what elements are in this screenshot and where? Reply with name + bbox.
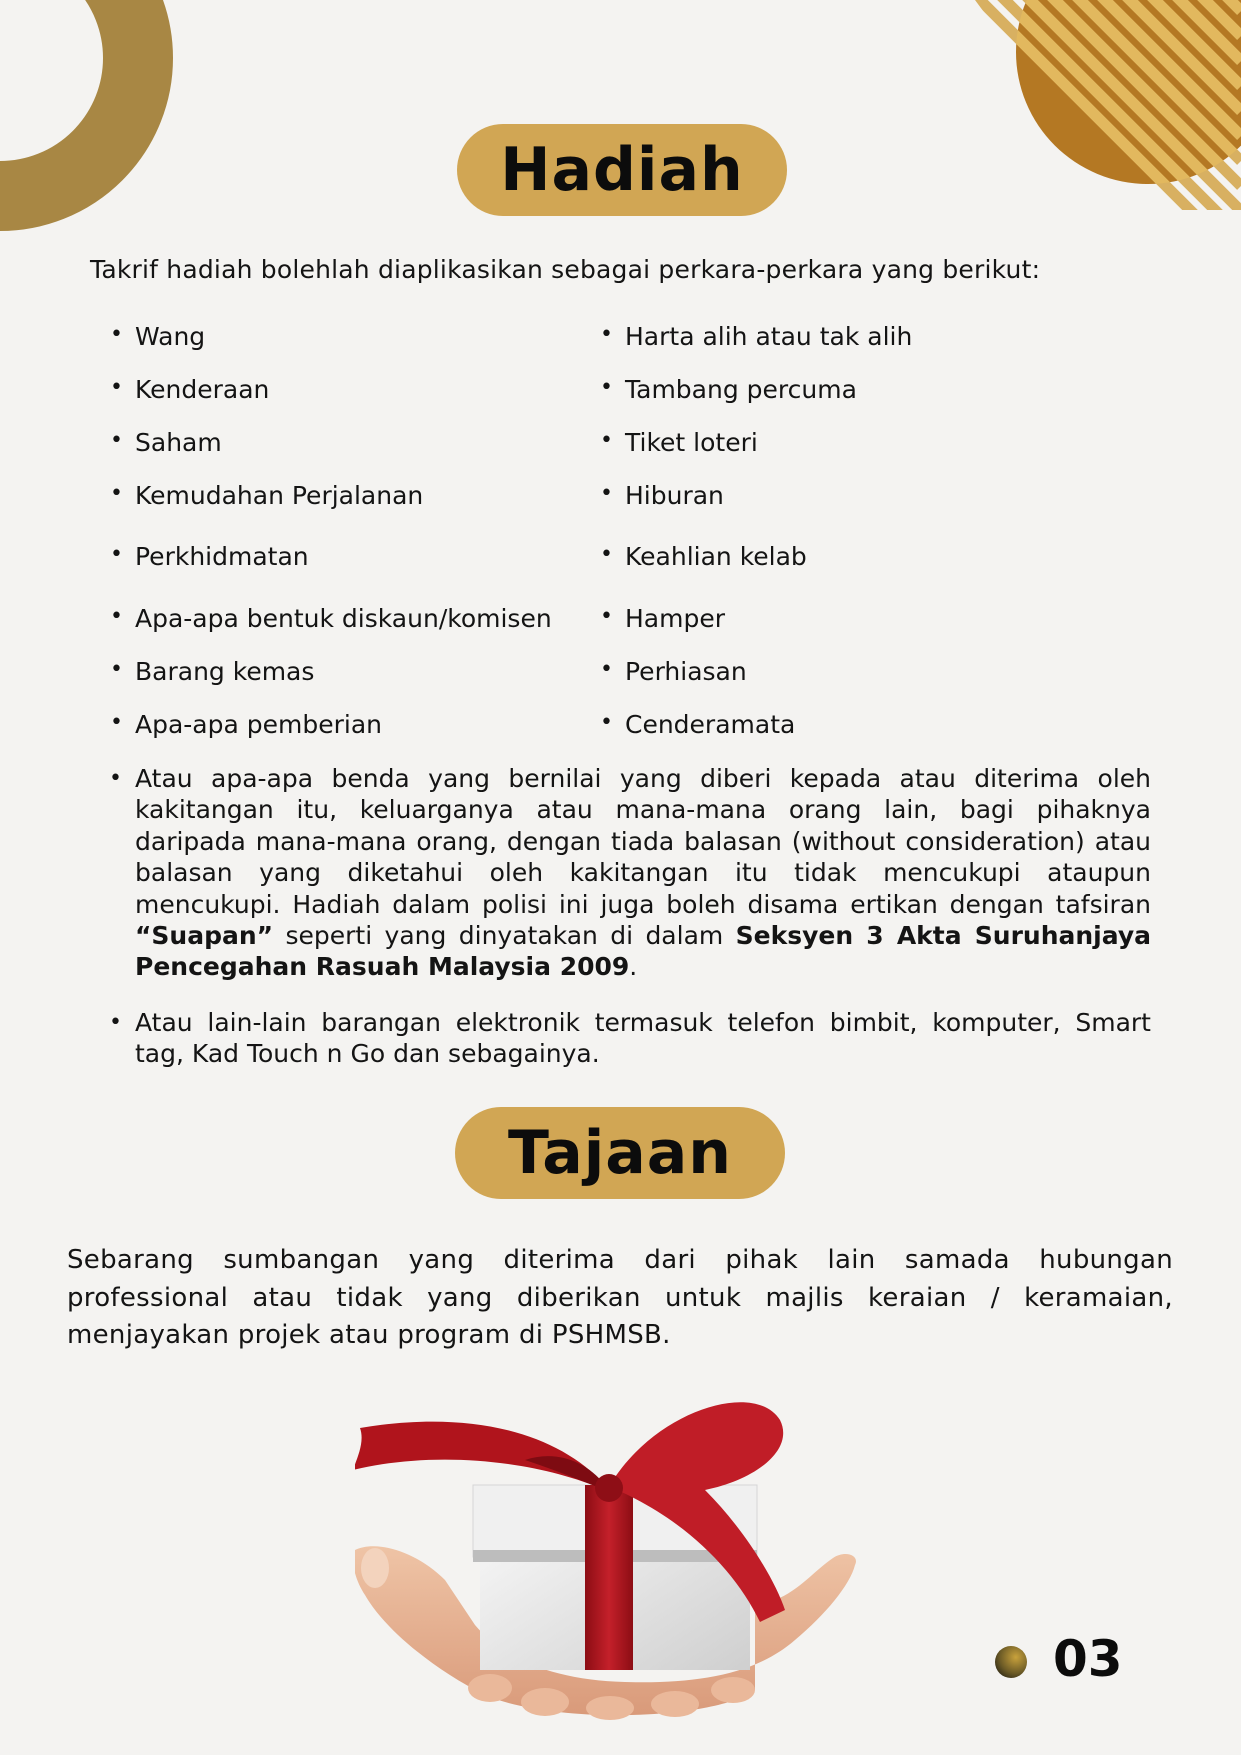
list-item — [110, 542, 309, 571]
list-item — [110, 428, 222, 457]
list-item-label: Perkhidmatan — [135, 542, 309, 571]
list-item — [110, 604, 552, 633]
list-item-label: Hamper — [625, 604, 725, 633]
decorative-ring — [0, 0, 138, 196]
bullet-icon: • — [110, 710, 123, 735]
page-number: 03 — [1053, 1630, 1123, 1688]
hadiah-intro: Takrif hadiah bolehlah diaplikasikan sebagai perkara-perkara yang berikut: — [90, 255, 1041, 284]
list-item-label: Kemudahan Perjalanan — [135, 481, 424, 510]
bullet-icon: • — [110, 322, 123, 347]
list-item-label: Barang kemas — [135, 657, 315, 686]
tajaan-heading-pill — [455, 1107, 785, 1199]
bullet-icon: • — [109, 766, 122, 791]
hadiah-heading-pill — [457, 124, 787, 216]
list-item — [110, 375, 270, 404]
list-item-label: Kenderaan — [135, 375, 270, 404]
gift-in-hands-image — [355, 1390, 875, 1720]
list-item-label: Harta alih atau tak alih — [625, 322, 913, 351]
suapan-term: “Suapan” — [135, 921, 274, 951]
list-item-label: Cenderamata — [625, 710, 796, 739]
list-item-label: Tiket loteri — [625, 428, 758, 457]
list-item — [110, 657, 315, 686]
bullet-icon: • — [600, 375, 613, 400]
bullet-icon: • — [110, 375, 123, 400]
list-item-label: Perhiasan — [625, 657, 747, 686]
bullet-icon: • — [110, 604, 123, 629]
bullet-icon: • — [600, 710, 613, 735]
list-item — [600, 657, 747, 686]
list-item-label: Saham — [135, 428, 222, 457]
list-item — [600, 710, 796, 739]
bullet-icon: • — [600, 542, 613, 567]
bullet-icon: • — [600, 604, 613, 629]
list-item — [110, 322, 206, 351]
tajaan-title: Tajaan — [508, 1118, 732, 1188]
list-item — [600, 428, 758, 457]
tajaan-paragraph: Sebarang sumbangan yang diterima dari pihak lain samada hubungan professional atau tidak yang diberikan untuk majlis keraian / keramaian, menjayakan projek atau program di PSHMSB. — [67, 1245, 1173, 1350]
hadiah-paragraph-definition: • Atau apa-apa benda yang bernilai yang diberi kepada atau diterima oleh kakitangan itu, keluarganya atau mana-mana orang lain, bagi pihaknya daripada mana-mana orang, dengan tiada balasan (without consideration) atau balasan yang diketahui oleh kakitangan itu tidak mencukupi ataupun mencukupi. Hadiah dalam polisi ini juga boleh disama ertikan dengan tafsiran “Suapan” seperti yang dinyatakan di dalam Seksyen 3 Akta Suruhanjaya Pencegahan Rasuah Malaysia 2009. — [109, 764, 1151, 982]
list-item-label: Apa-apa pemberian — [135, 710, 383, 739]
hadiah-paragraph-electronics: • Atau lain-lain barangan elektronik termasuk telefon bimbit, komputer, Smart tag, Kad Touch n Go dan sebagainya. — [109, 1008, 1151, 1069]
list-item — [600, 481, 724, 510]
list-item — [600, 375, 857, 404]
list-item-label: Hiburan — [625, 481, 724, 510]
page-number-dot — [995, 1646, 1027, 1678]
list-item-label: Apa-apa bentuk diskaun/komisen — [135, 604, 552, 633]
bullet-icon: • — [110, 481, 123, 506]
list-item-label: Wang — [135, 322, 206, 351]
bullet-icon: • — [600, 481, 613, 506]
bullet-icon: • — [110, 657, 123, 682]
act-reference: Seksyen 3 Akta Suruhanjaya Pencegahan Rasuah Malaysia 2009 — [135, 921, 1151, 982]
list-item — [600, 322, 913, 351]
list-item-label: Tambang percuma — [625, 375, 857, 404]
bullet-icon: • — [110, 428, 123, 453]
hadiah-title: Hadiah — [500, 135, 744, 205]
bullet-icon: • — [600, 322, 613, 347]
list-item — [600, 604, 725, 633]
list-item — [110, 710, 383, 739]
bullet-icon: • — [600, 657, 613, 682]
list-item — [110, 481, 424, 510]
list-item-label: Keahlian kelab — [625, 542, 807, 571]
list-item — [600, 542, 807, 571]
bullet-icon: • — [600, 428, 613, 453]
bullet-icon: • — [109, 1010, 122, 1035]
bullet-icon: • — [110, 542, 123, 567]
